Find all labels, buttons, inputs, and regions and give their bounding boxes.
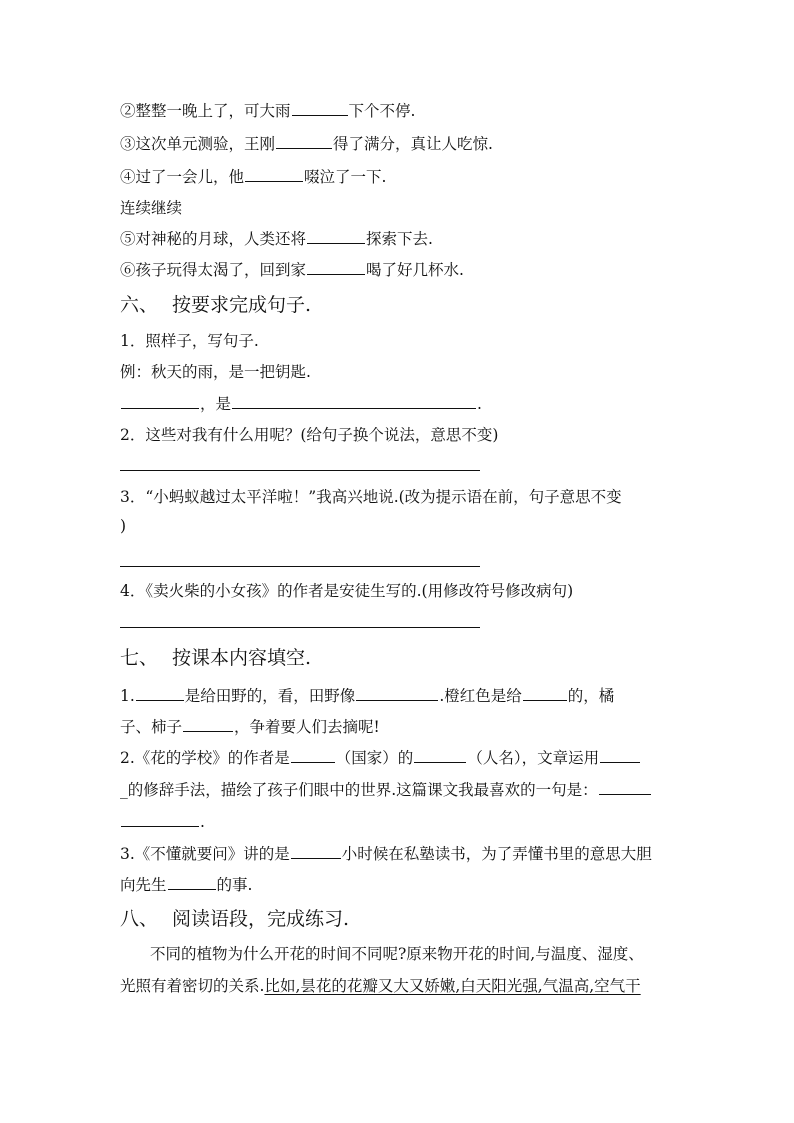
section-number: 八、: [120, 908, 159, 930]
q7-1-cont: [120, 716, 380, 738]
q7-2: [120, 747, 641, 769]
answer-line[interactable]: [120, 566, 480, 567]
section-number: 六、: [120, 294, 159, 316]
item-text: 探索下去.: [366, 230, 433, 248]
item-text: 向先生: [120, 876, 167, 894]
item-text: 的，橘: [567, 687, 615, 705]
item-text: .: [477, 395, 482, 413]
q5-item-3: [120, 133, 493, 155]
item-text: 喝了好几杯水.: [366, 261, 464, 279]
section-7-heading: [120, 645, 311, 671]
item-text: 3.《不懂就要问》讲的是: [120, 845, 290, 863]
answer-blank[interactable]: [168, 874, 216, 890]
q7-3: [120, 843, 652, 865]
answer-blank[interactable]: [600, 747, 640, 763]
q5-item-5: [120, 228, 433, 250]
answer-line[interactable]: [120, 627, 480, 628]
item-text: 1.: [120, 687, 135, 705]
item-text: 下个不停.: [348, 102, 416, 120]
q6-1-example: 例：秋天的雨，是一把钥匙.: [120, 363, 311, 381]
answer-blank[interactable]: [523, 685, 567, 701]
q6-1-answer: [120, 393, 482, 415]
item-text: （国家）的: [335, 749, 414, 767]
answer-blank[interactable]: [291, 747, 335, 763]
item-text: 的事.: [216, 876, 253, 894]
passage-line-2: [120, 975, 641, 997]
answer-blank[interactable]: [356, 685, 438, 701]
item-text: _的修辞手法，描绘了孩子们眼中的世界.这篇课文我最喜欢的一句是：: [120, 781, 598, 799]
answer-line[interactable]: [120, 470, 480, 471]
section-title: 阅读语段，完成练习.: [172, 908, 350, 930]
item-text: 啜泣了一下.: [304, 168, 387, 186]
word-pair: 连续继续: [120, 199, 183, 217]
item-text: ④过了一会儿，他: [120, 168, 245, 186]
answer-blank[interactable]: [232, 393, 476, 409]
item-text: 光照有着密切的关系.: [120, 977, 265, 995]
section-6-heading: [120, 292, 311, 318]
answer-blank[interactable]: [599, 779, 651, 795]
section-title: 按要求完成句子.: [172, 294, 312, 316]
answer-blank[interactable]: [291, 843, 341, 859]
section-title: 按课本内容填空.: [172, 647, 312, 669]
q7-3-cont: [120, 874, 252, 896]
answer-blank[interactable]: [276, 133, 332, 149]
passage-line-1: 不同的植物为什么开花的时间不同呢?原来物开花的时间,与温度、湿度、: [150, 945, 644, 963]
item-text: 小时候在私塾读书，为了弄懂书里的意思大胆: [341, 845, 652, 863]
answer-blank[interactable]: [292, 100, 348, 116]
q6-3: 3．“小蚂蚁越过太平洋啦！”我高兴地说.(改为提示语在前，句子意思不变: [120, 488, 622, 506]
item-text: .: [200, 813, 205, 831]
q6-1: 1．照样子，写句子.: [120, 332, 259, 350]
item-text: 是给田野的，看，田野像: [184, 687, 356, 705]
section-number: 七、: [120, 647, 159, 669]
q5-item-2: [120, 100, 415, 122]
answer-blank[interactable]: [414, 747, 466, 763]
item-text: 2.《花的学校》的作者是: [120, 749, 290, 767]
q6-3-cont: ): [120, 517, 127, 535]
answer-blank[interactable]: [121, 393, 199, 409]
item-text: ，争着要人们去摘呢!: [234, 718, 380, 736]
answer-blank[interactable]: [307, 259, 365, 275]
answer-blank[interactable]: [121, 811, 199, 827]
q5-item-6: [120, 259, 464, 281]
q5-item-4: [120, 166, 386, 188]
answer-blank[interactable]: [245, 166, 303, 182]
item-text: ②整整一晚上了，可大雨: [120, 102, 291, 120]
q6-2: 2．这些对我有什么用呢？(给句子换个说法，意思不变): [120, 426, 499, 444]
item-text: 得了满分，真让人吃惊.: [333, 135, 493, 153]
q7-2-cont: [120, 779, 652, 801]
item-text: （人名），文章运用: [467, 749, 600, 767]
answer-blank[interactable]: [307, 228, 365, 244]
q7-2-cont2: [120, 811, 205, 833]
underlined-sentence: 比如,昙花的花瓣又大又娇嫩,白天阳光强,气温高,空气干: [264, 977, 641, 995]
answer-blank[interactable]: [136, 685, 184, 701]
item-text: ③这次单元测验，王刚: [120, 135, 276, 153]
item-text: 子、柿子: [120, 718, 183, 736]
answer-blank[interactable]: [183, 716, 233, 732]
item-text: ⑤对神秘的月球，人类还将: [120, 230, 307, 248]
item-text: ⑥孩子玩得太渴了，回到家: [120, 261, 307, 279]
item-text: .橙红色是给: [439, 687, 522, 705]
item-text: ，是: [200, 395, 232, 413]
q6-4: 4．《卖火柴的小女孩》的作者是安徒生写的.(用修改符号修改病句): [120, 582, 574, 600]
section-8-heading: [120, 906, 349, 932]
q7-1: [120, 685, 614, 707]
